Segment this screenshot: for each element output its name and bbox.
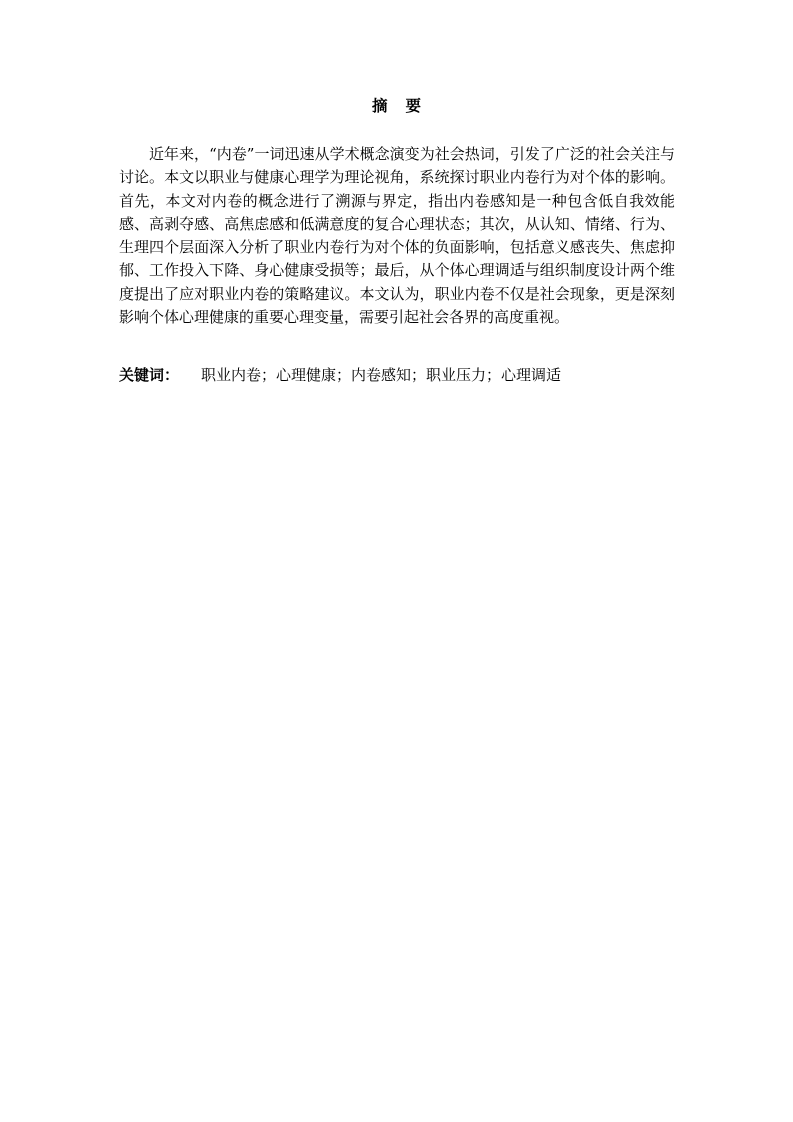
abstract-title-char-1: 摘	[371, 97, 388, 115]
keywords-label: 关键词：	[119, 366, 180, 384]
abstract-paragraph: 近年来，“内卷”一词迅速从学术概念演变为社会热词，引发了广泛的社会关注与讨论。本文以职业与健康心理学为理论视角，系统探讨职业内卷行为对个体的影响。首先，本文对内卷的概念进行了溯源与界定，指出内卷感知是一种包含低自我效能感、高剥夺感、高焦虑感和低满意度的复合心理状态；其次，从认知、情绪、行为、生理四个层面深入分析了职业内卷行为对个体的负面影响，包括意义感丧失、焦虑抑郁、工作投入下降、身心健康受损等；最后，从个体心理调适与组织制度设计两个维度提出了应对职业内卷的策略建议。本文认为，职业内卷不仅是社会现象，更是深刻影响个体心理健康的重要心理变量，需要引起社会各界的高度重视。	[119, 145, 675, 327]
abstract-title-char-2: 要	[405, 97, 422, 115]
abstract-title	[0, 95, 793, 117]
keywords-line	[119, 364, 679, 386]
keywords-values: 职业内卷；心理健康；内卷感知；职业压力；心理调适	[201, 366, 562, 384]
